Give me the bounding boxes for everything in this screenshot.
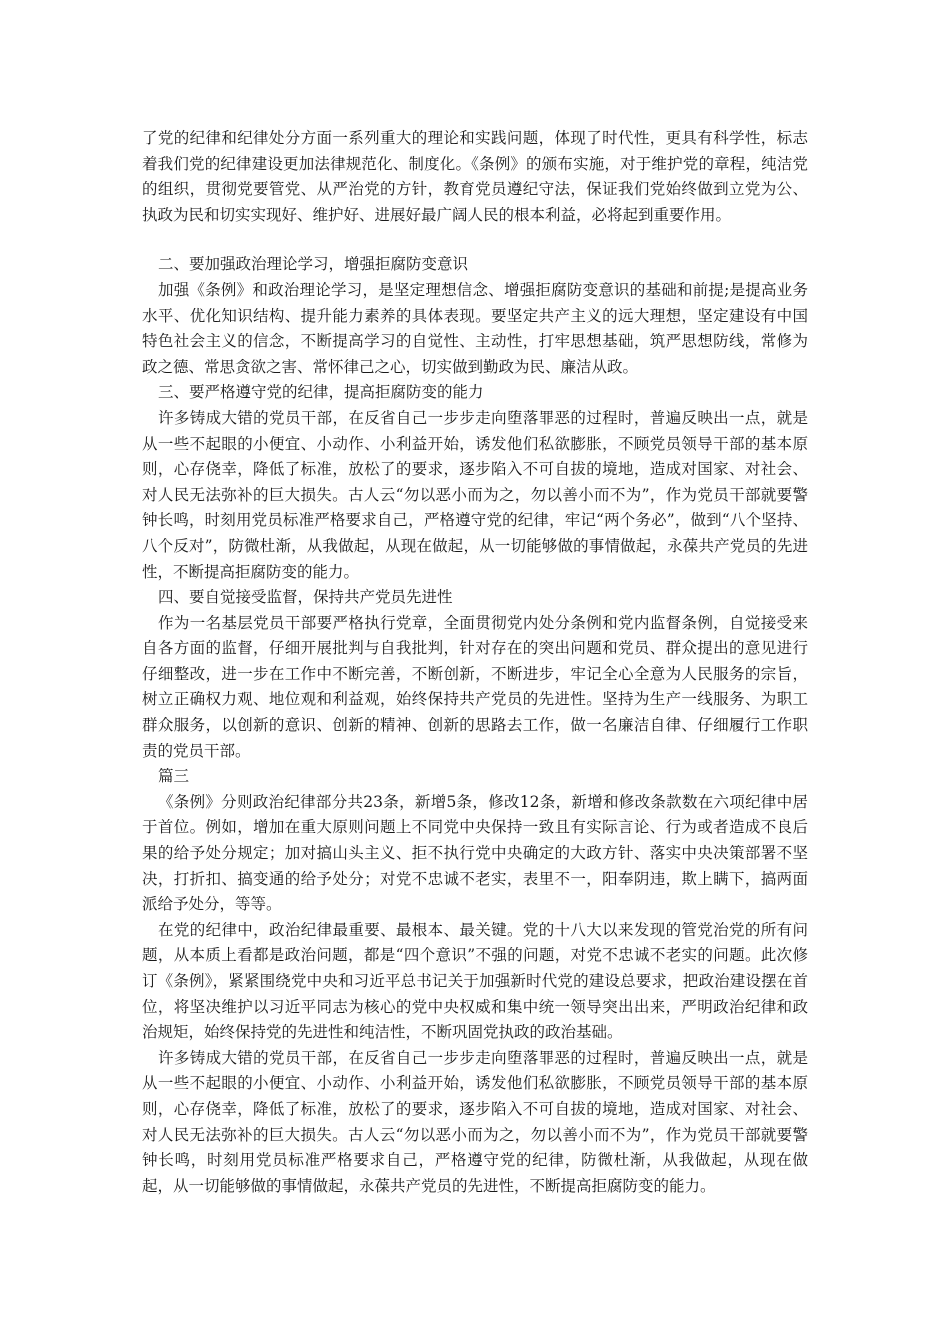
document-body xyxy=(142,126,808,1199)
paragraph-section-two: 加强《条例》和政治理论学习，是坚定理想信念、增强拒腐防变意识的基础和前提;是提高业务水平、优化知识结构、提升能力素养的具体表现。要坚定共产主义的远大理想，坚定建设有中国特色社会主义的信念，不断提高学习的自觉性、主动性，打牢思想基础，筑严思想防线，常修为政之德、常思贪欲之害、常怀律己之心，切实做到勤政为民、廉洁从政。 xyxy=(142,280,808,376)
paragraph-section-four: 作为一名基层党员干部要严格执行党章，全面贯彻党内处分条例和党内监督条例，自觉接受来自各方面的监督，仔细开展批判与自我批判，针对存在的突出问题和党员、群众提出的意见进行仔细整改，进一步在工作中不断完善，不断创新，不断进步，牢记全心全意为人民服务的宗旨，树立正确权力观、地位观和利益观，始终保持共产党员的先进性。坚持为生产一线服务、为职工群众服务，以创新的意识、创新的精神、创新的思路去工作，做一名廉洁自律、仔细履行工作职责的党员干部。 xyxy=(142,613,808,760)
paragraph-political-discipline: 在党的纪律中，政治纪律最重要、最根本、最关键。党的十八大以来发现的管党治党的所有问题，从本质上看都是政治问题，都是“四个意识”不强的问题，对党不忠诚不老实的问题。此次修订《条例》，紧紧围绕党中央和习近平总书记关于加强新时代党的建设总要求，把政治建设摆在首位，将坚决维护以习近平同志为核心的党中央权威和集中统一领导突出出来，严明政治纪律和政治规矩，始终保持党的先进性和纯洁性，不断巩固党执政的政治基础。 xyxy=(142,920,808,1042)
paragraph-section-three: 许多铸成大错的党员干部，在反省自己一步步走向堕落罪恶的过程时，普遍反映出一点，就是从一些不起眼的小便宜、小动作、小利益开始，诱发他们私欲膨胀，不顾党员领导干部的基本原则，心存侥幸，降低了标准，放松了的要求，逐步陷入不可自拔的境地，造成对国家、对社会、对人民无法弥补的巨大损失。古人云“勿以恶小而为之，勿以善小而不为”，作为党员干部就要警钟长鸣，时刻用党员标准严格要求自己，严格遵守党的纪律，牢记“两个务必”，做到“八个坚持、八个反对”，防微杜渐，从我做起，从现在做起，从一切能够做的事情做起，永葆共产党员的先进性，不断提高拒腐防变的能力。 xyxy=(142,408,808,581)
heading-section-two: 二、要加强政治理论学习，增强拒腐防变意识 xyxy=(158,255,469,274)
heading-section-four: 四、要自觉接受监督，保持共产党员先进性 xyxy=(158,588,453,607)
heading-section-three: 三、要严格遵守党的纪律，提高拒腐防变的能力 xyxy=(158,383,484,402)
paragraph-intro-continuation: 了党的纪律和纪律处分方面一系列重大的理论和实践问题，体现了时代性，更具有科学性，标志着我们党的纪律建设更加法律规范化、制度化。《条例》的颁布实施，对于维护党的章程，纯洁党的组织，贯彻党要管党、从严治党的方针，教育党员遵纪守法，保证我们党始终做到立党为公、执政为民和切实实现好、维护好、进展好最广阔人民的根本利益，必将起到重要作用。 xyxy=(142,129,808,224)
heading-part-three: 篇三 xyxy=(158,767,190,786)
paragraph-gap xyxy=(142,228,808,252)
paragraph-warning: 许多铸成大错的党员干部，在反省自己一步步走向堕落罪恶的过程时，普遍反映出一点，就是从一些不起眼的小便宜、小动作、小利益开始，诱发他们私欲膨胀，不顾党员领导干部的基本原则，心存侥幸，降低了标准，放松了的要求，逐步陷入不可自拔的境地，造成对国家、对社会、对人民无法弥补的巨大损失。古人云“勿以恶小而为之，勿以善小而不为”，作为党员干部就要警钟长鸣，时刻用党员标准严格要求自己，严格遵守党的纪律，防微杜渐，从我做起，从现在做起，从一切能够做的事情做起，永葆共产党员的先进性，不断提高拒腐防变的能力。 xyxy=(142,1048,808,1195)
paragraph-regulation-articles: 《条例》分则政治纪律部分共23条，新增5条，修改12条，新增和修改条款数在六项纪律中居于首位。例如，增加在重大原则问题上不同党中央保持一致且有实际言论、行为或者造成不良后果的给予处分规定；加对搞山头主义、拒不执行党中央确定的大政方针、落实中央决策部署不坚决，打折扣、搞变通的给予处分；对党不忠诚不老实，表里不一，阳奉阴违，欺上瞒下，搞两面派给予处分，等等。 xyxy=(142,792,808,914)
